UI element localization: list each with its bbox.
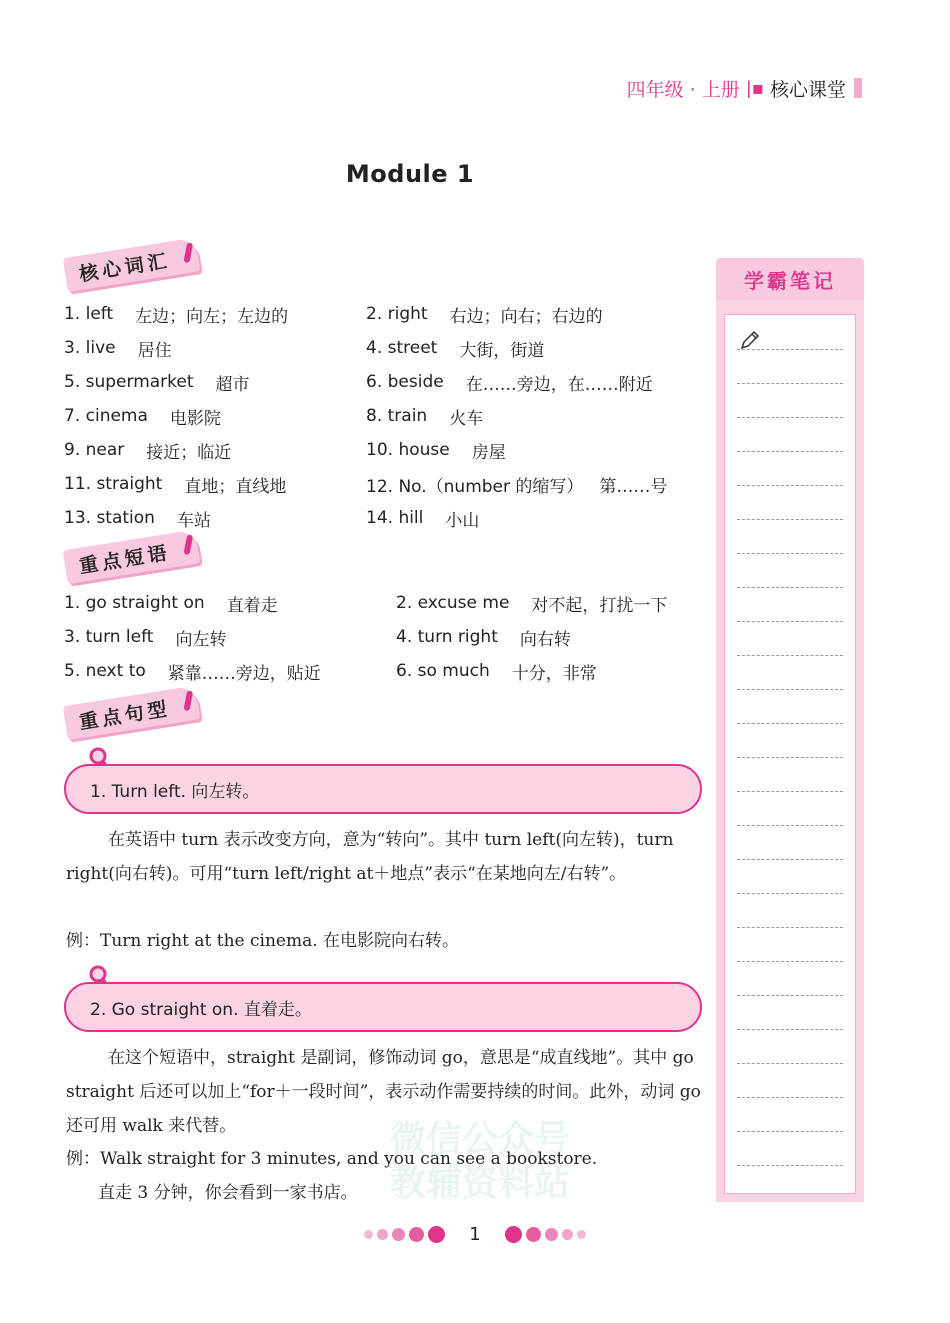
pencil-icon	[739, 329, 761, 351]
note-line	[737, 1029, 843, 1030]
note-line	[737, 1165, 843, 1166]
sentence-1-title: 1. Turn left. 向左转。	[90, 781, 260, 802]
list-item: 6. so much 十分，非常	[396, 661, 597, 684]
page-dot	[428, 1226, 445, 1243]
grade-label: 四年级 · 上册	[626, 78, 740, 101]
note-line	[737, 825, 843, 826]
list-item: 8. train 火车	[366, 406, 484, 429]
list-item: 1. go straight on 直着走	[64, 593, 278, 616]
sentences-tag	[63, 685, 201, 740]
sentence-2-example-cn: 直走 3 分钟，你会看到一家书店。	[98, 1183, 358, 1203]
note-line	[737, 961, 843, 962]
section-label: 核心课堂	[769, 78, 846, 101]
list-item: 14. hill 小山	[366, 508, 480, 531]
notes-header	[716, 258, 864, 300]
sentence-2-body: 在这个短语中，straight 是副词，修饰动词 go，意思是“成直线地”。其中 go straight 后还可以加上“for＋一段时间”，表示动作需要持续的时间。此外，动词 go 还可用 walk 来代替。	[66, 1048, 701, 1136]
list-item: 1. left 左边；向左；左边的	[64, 304, 289, 327]
page-dot	[545, 1228, 558, 1241]
note-line	[737, 689, 843, 690]
list-item: 4. street 大街，街道	[366, 338, 545, 361]
note-line	[737, 621, 843, 622]
page-dot	[392, 1228, 405, 1241]
note-line	[737, 587, 843, 588]
list-item: 12. No.（number 的缩写） 第……号	[366, 476, 668, 497]
phrases-tag	[63, 529, 201, 584]
note-line	[737, 383, 843, 384]
sentence-2-example: 例：Walk straight for 3 minutes, and you can see a bookstore.	[66, 1149, 598, 1169]
header-bar	[854, 78, 862, 98]
page-dot	[377, 1229, 388, 1240]
page-dot	[409, 1227, 424, 1242]
note-line	[737, 1097, 843, 1098]
sentence-box-1	[64, 764, 702, 814]
note-line	[737, 859, 843, 860]
module-title: Module 1	[345, 160, 475, 188]
note-line	[737, 349, 843, 350]
sentence-2-title: 2. Go straight on. 直着走。	[90, 999, 312, 1020]
list-item: 11. straight 直地；直线地	[64, 474, 287, 497]
notes-paper	[724, 314, 856, 1194]
notes-panel	[716, 300, 864, 1202]
list-item: 2. excuse me 对不起，打扰一下	[396, 593, 668, 616]
note-line	[737, 893, 843, 894]
page-dot	[562, 1229, 573, 1240]
note-line	[737, 451, 843, 452]
list-item: 7. cinema 电影院	[64, 406, 221, 429]
list-item: 10. house 房屋	[366, 440, 506, 463]
watermark-line-1: 微信公众号	[389, 1119, 570, 1160]
phrases-tag-label: 重点短语	[77, 541, 173, 578]
vocab-tag-label: 核心词汇	[77, 249, 173, 286]
list-item: 6. beside 在……旁边，在……附近	[366, 372, 653, 395]
note-line	[737, 1131, 843, 1132]
list-item: 4. turn right 向右转	[396, 627, 571, 650]
list-item: 5. next to 紧靠……旁边，贴近	[64, 661, 321, 684]
header-separator: |▪	[745, 77, 764, 99]
list-item: 5. supermarket 超市	[64, 372, 250, 395]
note-line	[737, 1063, 843, 1064]
page-dot	[526, 1227, 541, 1242]
note-line	[737, 553, 843, 554]
note-line	[737, 927, 843, 928]
list-item: 9. near 接近；临近	[64, 440, 232, 463]
note-line	[737, 757, 843, 758]
note-line	[737, 519, 843, 520]
page-number: 1	[469, 1224, 481, 1245]
page-dot	[364, 1230, 373, 1239]
watermark-line-2: 教辅资料站	[389, 1163, 570, 1204]
watermark	[360, 1118, 600, 1206]
list-item: 3. live 居住	[64, 338, 172, 361]
note-line	[737, 995, 843, 996]
notes-title: 学霸笔记	[744, 268, 836, 293]
page-footer	[0, 1224, 950, 1245]
page-header	[627, 74, 862, 102]
sentence-1-example: 例：Turn right at the cinema. 在电影院向右转。	[66, 931, 460, 951]
note-line	[737, 417, 843, 418]
sentence-box-2	[64, 982, 702, 1032]
note-line	[737, 723, 843, 724]
note-line	[737, 655, 843, 656]
sentence-1-body: 在英语中 turn 表示改变方向，意为“转向”。其中 turn left(向左转)，turn right(向右转)。可用“turn left/right at＋地点”表示“在某地向左/右转”。	[66, 830, 674, 884]
sentences-tag-label: 重点句型	[77, 697, 173, 734]
vocab-tag	[63, 237, 201, 292]
list-item: 3. turn left 向左转	[64, 627, 227, 650]
note-line	[737, 791, 843, 792]
page-dot	[577, 1230, 586, 1239]
list-item: 13. station 车站	[64, 508, 211, 531]
page-dot	[505, 1226, 522, 1243]
note-line	[737, 485, 843, 486]
list-item: 2. right 右边；向右；右边的	[366, 304, 603, 327]
